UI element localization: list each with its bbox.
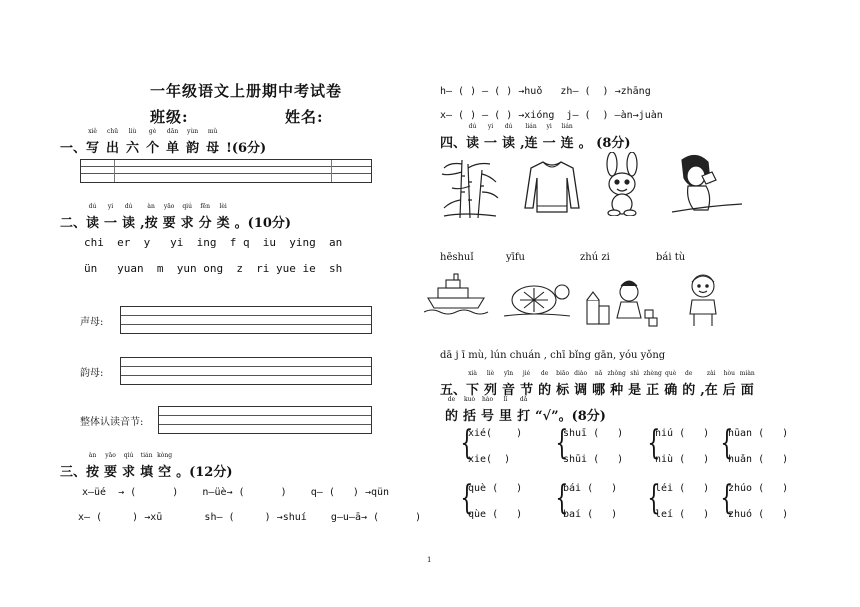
heading-char-text: 音 <box>502 383 516 398</box>
section-5-comma: , <box>700 383 705 398</box>
tone-option[interactable]: huǎn ( ) <box>728 454 789 465</box>
heading-char-pinyin: de <box>540 370 549 377</box>
heading-char-text: 分 <box>198 216 212 231</box>
heading-char <box>106 128 120 156</box>
heading-char-pinyin: gè <box>148 128 157 135</box>
heading-char-text: 读 <box>466 136 480 151</box>
heading-char <box>162 203 176 231</box>
heading-char <box>86 452 100 480</box>
heading-char-pinyin: yi <box>487 123 494 130</box>
heading-char <box>499 396 513 424</box>
heading-char-text: 一 <box>104 216 118 231</box>
heading-char-text: 母 <box>206 141 220 156</box>
heading-char-pinyin: kuò <box>463 396 476 403</box>
heading-char <box>206 128 220 156</box>
ship-picture[interactable] <box>424 272 490 318</box>
heading-char-text: 按 <box>86 465 100 480</box>
heading-char <box>198 203 212 231</box>
heading-char-text: 求 <box>122 465 136 480</box>
heading-char-pinyin: yāo <box>163 203 175 210</box>
word-heshui: hēshuǐ <box>440 252 474 263</box>
heading-char-text: 后 <box>722 383 736 398</box>
section-5-number: 五、 <box>440 383 467 398</box>
heading-char-pinyin: dú <box>504 123 513 130</box>
tone-option[interactable]: zhúo ( ) <box>728 483 789 494</box>
heading-char <box>122 203 136 231</box>
brace-icon: { <box>720 478 734 518</box>
heading-char <box>146 128 160 156</box>
section-5-heading-line-2 <box>445 396 606 424</box>
heading-char-pinyin: xià <box>468 370 477 377</box>
heading-char-text: 单 <box>166 141 180 156</box>
fill-row-2: x— ( ) →xū sh— ( ) →shuí g—u—ā→ ( ) <box>78 512 422 523</box>
heading-char-pinyin: jié <box>522 370 531 377</box>
heading-char-pinyin: hòu <box>723 370 735 377</box>
tone-option[interactable]: shuī ( ) <box>563 428 624 439</box>
heading-char-text: 的 <box>538 383 552 398</box>
heading-char <box>722 370 736 398</box>
pinyin-row-1: chi er y yi ing f q iu ying an <box>84 236 343 249</box>
heading-char-pinyin: què <box>665 370 677 377</box>
heading-char-pinyin: lián <box>525 123 537 130</box>
spell-row-1: h— ( ) — ( ) →huǒ zh— ( ) →zhāng <box>440 86 651 97</box>
heading-char-pinyin: miàn <box>739 370 755 377</box>
heading-char <box>574 370 588 398</box>
heading-char-text: 节 <box>520 383 534 398</box>
heading-char-text: 是 <box>628 383 642 398</box>
brace-icon: { <box>555 478 569 518</box>
tone-option[interactable]: shūi ( ) <box>563 454 624 465</box>
heading-char-text: 调 <box>574 383 588 398</box>
heading-char-text: 打 <box>517 409 531 424</box>
section-2-number: 二、 <box>60 216 87 231</box>
heading-char-text: 读 <box>122 216 136 231</box>
heading-char <box>180 203 194 231</box>
heading-char-pinyin: yi <box>107 203 114 210</box>
heading-char-pinyin: shì <box>630 370 640 377</box>
section-3-tail: 。(12分) <box>176 465 233 480</box>
section-3-number: 三、 <box>60 465 87 480</box>
heading-char-text: 种 <box>610 383 624 398</box>
heading-char-pinyin: yāo <box>105 452 116 459</box>
heading-char <box>216 203 230 231</box>
zhengti-label: 整体认读音节: <box>80 417 144 428</box>
section-2-tail: 。(10分) <box>234 216 292 231</box>
heading-char <box>607 370 626 398</box>
tone-option[interactable]: baí ( ) <box>563 509 618 520</box>
heading-char-pinyin: qiú <box>123 452 134 459</box>
heading-char <box>144 203 158 231</box>
heading-char-text: 里 <box>499 409 513 424</box>
brace-icon: { <box>555 423 569 463</box>
section-1-tail: !(6分) <box>226 141 267 156</box>
heading-char-text: 括 <box>463 409 477 424</box>
turtle-picture[interactable] <box>500 276 574 320</box>
heading-char <box>481 396 495 424</box>
section-1-heading <box>60 128 267 156</box>
brace-icon: { <box>460 478 474 518</box>
heading-char-text: 列 <box>484 383 498 398</box>
heading-char-pinyin: dú <box>124 203 133 210</box>
shengmu-label: 声母: <box>80 317 104 328</box>
page-number: 1 <box>427 556 432 564</box>
tone-option[interactable]: léi ( ) <box>655 483 710 494</box>
heading-char-text: 要 <box>162 216 176 231</box>
writing-grid-1[interactable] <box>80 159 372 183</box>
heading-char-pinyin: de <box>685 370 693 377</box>
class-label: 班级: <box>150 108 189 126</box>
section-3-heading <box>60 452 233 480</box>
heading-char-text: 在 <box>704 383 718 398</box>
boy-picture[interactable] <box>680 272 726 328</box>
heading-char-pinyin: mǔ <box>207 128 218 135</box>
heading-char <box>484 123 498 151</box>
heading-char-text: 出 <box>106 141 120 156</box>
heading-char-pinyin: liù <box>128 128 137 135</box>
heading-char <box>166 128 180 156</box>
heading-char-text: 连 <box>524 136 538 151</box>
heading-char-pinyin: kòng <box>157 452 173 459</box>
section-4-heading <box>440 123 631 151</box>
yunmu-writing-lines[interactable] <box>120 357 372 385</box>
heading-char-text: 的 <box>682 383 696 398</box>
boy-blocks-picture[interactable] <box>585 276 661 328</box>
heading-char <box>140 452 154 480</box>
heading-char-text: 下 <box>466 383 480 398</box>
heading-char-text: 个 <box>146 141 160 156</box>
heading-char-text: 一 <box>542 136 556 151</box>
word-yifu: yīfu <box>506 252 525 263</box>
pinyin-row-2: ün yuan m yun ong z ri yue ie sh <box>84 262 343 275</box>
heading-char-pinyin: dú <box>468 123 477 130</box>
section-1-number: 一、 <box>60 141 87 156</box>
heading-char <box>556 370 570 398</box>
heading-char-text: 读 <box>86 216 100 231</box>
tone-option[interactable]: leí ( ) <box>655 509 710 520</box>
section-2-comma: , <box>140 216 145 231</box>
rabbit-picture[interactable] <box>598 152 648 216</box>
heading-char-pinyin: diào <box>574 370 588 377</box>
heading-char <box>104 203 118 231</box>
heading-char-text: 号 <box>481 409 495 424</box>
heading-char <box>524 123 538 151</box>
heading-char-pinyin: biāo <box>556 370 570 377</box>
brace-icon: { <box>460 423 474 463</box>
heading-char-text: 面 <box>740 383 754 398</box>
heading-char-text: 读 <box>502 136 516 151</box>
heading-char <box>86 203 100 231</box>
tone-option[interactable]: bái ( ) <box>563 483 618 494</box>
tone-option[interactable]: xie( ) <box>468 454 511 465</box>
heading-char-pinyin: zài <box>706 370 716 377</box>
tone-option[interactable]: què ( ) <box>468 483 523 494</box>
tone-option[interactable]: niú ( ) <box>655 428 710 439</box>
section-5-tail: “√”。(8分) <box>535 409 606 424</box>
heading-char-text: 类 <box>216 216 230 231</box>
heading-char <box>560 123 574 151</box>
heading-char <box>592 370 606 398</box>
heading-char <box>126 128 140 156</box>
heading-char <box>186 128 200 156</box>
tone-option[interactable]: niù ( ) <box>655 454 710 465</box>
name-label: 姓名: <box>285 108 324 126</box>
heading-char <box>122 452 136 480</box>
heading-char-pinyin: nǎ <box>594 370 603 377</box>
heading-char <box>664 370 678 398</box>
heading-char <box>502 123 516 151</box>
heading-char-pinyin: de <box>447 396 456 403</box>
girl-drinking-picture[interactable] <box>672 154 742 214</box>
sweater-picture[interactable] <box>523 158 581 216</box>
fill-row-1: x—üé → ( ) n—üè→ ( ) q— ( ) →qün <box>82 487 390 498</box>
section-4-number: 四、 <box>440 136 467 151</box>
heading-char-text: 确 <box>664 383 678 398</box>
heading-char <box>538 370 552 398</box>
heading-char-pinyin: dān <box>166 128 179 135</box>
tone-option[interactable]: zhuó ( ) <box>728 509 789 520</box>
section-4-comma: , <box>520 136 525 151</box>
brace-icon: { <box>720 423 734 463</box>
heading-char-text: 空 <box>158 465 172 480</box>
brace-icon: { <box>647 423 661 463</box>
heading-char-pinyin: qiú <box>182 203 192 210</box>
heading-char-pinyin: zhèng <box>643 370 662 377</box>
heading-char-text: 韵 <box>186 141 200 156</box>
match-words-row: dā j ī mù, lún chuán , chī bǐng gān, yóu yǒng <box>440 350 666 361</box>
word-baitu: bái tù <box>656 252 686 263</box>
zhengti-writing-lines[interactable] <box>158 406 372 434</box>
heading-char-pinyin: àn <box>147 203 155 210</box>
heading-char-text: 按 <box>144 216 158 231</box>
heading-char <box>517 396 531 424</box>
heading-char-text: 连 <box>560 136 574 151</box>
section-4-tail: 。 (8分) <box>578 136 631 151</box>
heading-char <box>628 370 642 398</box>
heading-char-text: 标 <box>556 383 570 398</box>
heading-char-pinyin: fēn <box>200 203 210 210</box>
heading-char-pinyin: yīn <box>503 370 514 377</box>
heading-char-pinyin: dú <box>88 203 97 210</box>
heading-char <box>157 452 173 480</box>
heading-char-pinyin: zhǒng <box>607 370 626 377</box>
heading-char-pinyin: lǐ <box>503 396 508 403</box>
heading-char-pinyin: chū <box>106 128 119 135</box>
heading-char-text: 写 <box>86 141 100 156</box>
bamboo-picture[interactable] <box>440 156 500 218</box>
heading-char <box>463 396 477 424</box>
section-2-heading <box>60 203 292 231</box>
heading-char-pinyin: dǎ <box>519 396 528 403</box>
heading-char-text: 六 <box>126 141 140 156</box>
heading-char <box>445 396 459 424</box>
heading-char-pinyin: lián <box>561 123 573 130</box>
heading-char <box>704 370 718 398</box>
heading-char <box>643 370 662 398</box>
heading-char-text: 的 <box>445 409 459 424</box>
heading-char-pinyin: tián <box>140 452 153 459</box>
heading-char-text: 一 <box>484 136 498 151</box>
tone-option[interactable]: qùe ( ) <box>468 509 523 520</box>
heading-char-text: 填 <box>140 465 154 480</box>
page-title: 一年级语文上册期中考试卷 <box>150 82 343 100</box>
brace-icon: { <box>647 478 661 518</box>
heading-char <box>466 123 480 151</box>
heading-char <box>739 370 755 398</box>
word-zhuzi: zhú zi <box>580 252 610 263</box>
heading-char <box>86 128 100 156</box>
heading-char <box>542 123 556 151</box>
shengmu-writing-lines[interactable] <box>120 306 372 334</box>
heading-char-pinyin: hào <box>482 396 494 403</box>
heading-char-pinyin: liè <box>486 370 495 377</box>
yunmu-label: 韵母: <box>80 368 104 379</box>
heading-char-pinyin: yùn <box>187 128 199 135</box>
heading-char-text: 求 <box>180 216 194 231</box>
heading-char-text: 正 <box>646 383 660 398</box>
tone-option[interactable]: hūan ( ) <box>728 428 789 439</box>
spell-row-2: x— ( ) — ( ) →xióng j— ( ) —àn→juàn <box>440 110 663 121</box>
heading-char-pinyin: yi <box>546 123 552 130</box>
heading-char-text: 哪 <box>592 383 606 398</box>
heading-char <box>104 452 118 480</box>
heading-char-pinyin: xiě <box>88 128 97 135</box>
heading-char-pinyin: lèi <box>219 203 227 210</box>
tone-option[interactable]: xié( ) <box>468 428 523 439</box>
heading-char <box>682 370 696 398</box>
heading-char-text: 要 <box>104 465 118 480</box>
heading-char-pinyin: àn <box>88 452 97 459</box>
